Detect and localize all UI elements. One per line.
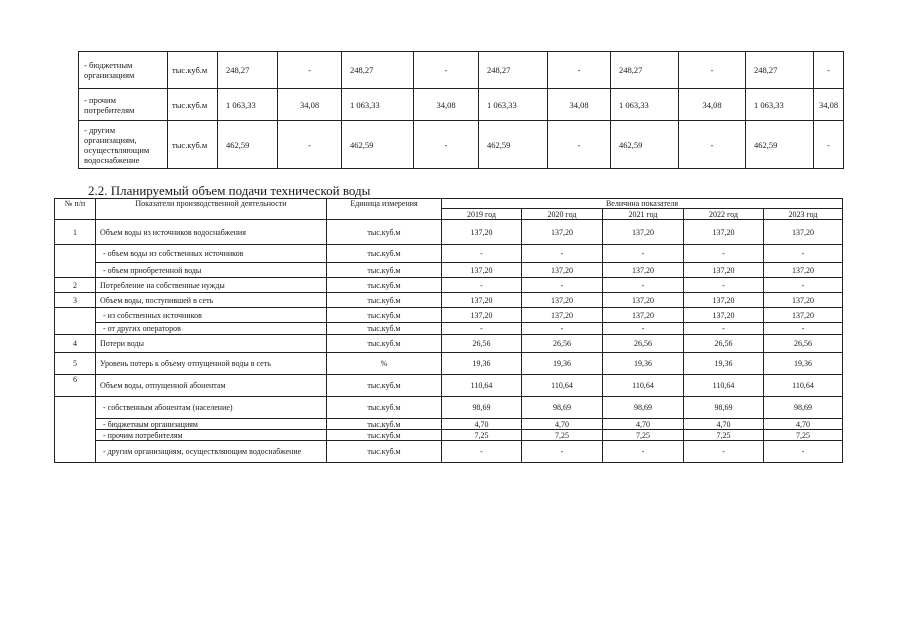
value-cell: - (442, 278, 522, 293)
value-cell: 248,27 (342, 52, 414, 89)
value-cell: - (442, 441, 522, 463)
value-cell: - (278, 121, 342, 169)
value-cell: - (414, 121, 479, 169)
table-row (55, 397, 843, 419)
table-row (55, 353, 843, 375)
table-row (55, 308, 843, 323)
value-cell: 462,59 (479, 121, 548, 169)
value-cell: 34,08 (278, 89, 342, 121)
header-num: № п/п (55, 199, 96, 220)
value-cell: - (522, 441, 603, 463)
indicator-label: - от других операторов (96, 323, 327, 335)
indicator-label: - собственным абонентам (население) (96, 397, 327, 419)
value-cell: 137,20 (603, 308, 684, 323)
table-row (55, 220, 843, 245)
value-cell: 34,08 (814, 89, 844, 121)
value-cell: 19,36 (603, 353, 684, 375)
indicator-label: Объем воды, поступившей в сеть (96, 293, 327, 308)
main-table-body (55, 220, 843, 463)
value-cell: 137,20 (442, 220, 522, 245)
unit-cell: тыс.куб.м (327, 430, 442, 441)
value-cell: 462,59 (218, 121, 278, 169)
value-cell: 26,56 (522, 335, 603, 353)
indicator-label: Потери воды (96, 335, 327, 353)
value-cell: 137,20 (522, 293, 603, 308)
table-row (55, 375, 843, 397)
table-row (55, 245, 843, 263)
value-cell: 34,08 (548, 89, 611, 121)
value-cell: 26,56 (442, 335, 522, 353)
top-continuation-table (78, 51, 844, 169)
indicator-label: - из собственных источников (96, 308, 327, 323)
value-cell: 7,25 (764, 430, 843, 441)
header-unit: Единица измерения (327, 199, 442, 220)
value-cell: - (603, 441, 684, 463)
top-table-row (79, 121, 844, 169)
value-cell: 98,69 (442, 397, 522, 419)
indicator-label: - бюджетным организациям (96, 419, 327, 430)
value-cell: - (442, 323, 522, 335)
value-cell: 248,27 (218, 52, 278, 89)
unit-cell: тыс.куб.м (327, 263, 442, 278)
value-cell: 137,20 (522, 308, 603, 323)
table-row (55, 278, 843, 293)
value-cell: 137,20 (603, 220, 684, 245)
table-row (55, 419, 843, 430)
row-unit: тыс.куб.м (168, 89, 218, 121)
unit-cell: тыс.куб.м (327, 419, 442, 430)
row-number: 5 (55, 353, 96, 375)
value-cell: - (603, 323, 684, 335)
value-cell: 137,20 (442, 293, 522, 308)
value-cell: 19,36 (764, 353, 843, 375)
unit-cell: тыс.куб.м (327, 220, 442, 245)
value-cell: - (442, 245, 522, 263)
value-cell: - (679, 121, 746, 169)
value-cell: 137,20 (522, 220, 603, 245)
indicator-label: Объем воды из источников водоснабжения (96, 220, 327, 245)
header-year: 2020 год (522, 209, 603, 220)
top-table-body (79, 52, 844, 169)
header-year: 2023 год (764, 209, 843, 220)
unit-cell: % (327, 353, 442, 375)
value-cell: 110,64 (684, 375, 764, 397)
row-unit: тыс.куб.м (168, 52, 218, 89)
value-cell: 34,08 (414, 89, 479, 121)
value-cell: - (414, 52, 479, 89)
value-cell: 7,25 (522, 430, 603, 441)
value-cell: 19,36 (522, 353, 603, 375)
header-year: 2021 год (603, 209, 684, 220)
value-cell: 137,20 (603, 263, 684, 278)
value-cell: 137,20 (764, 293, 843, 308)
value-cell: 98,69 (684, 397, 764, 419)
value-cell: 7,25 (442, 430, 522, 441)
row-number (55, 308, 96, 335)
value-cell: 26,56 (603, 335, 684, 353)
top-table-row (79, 89, 844, 121)
unit-cell: тыс.куб.м (327, 245, 442, 263)
row-number: 1 (55, 220, 96, 245)
value-cell: 1 063,33 (611, 89, 679, 121)
value-cell: 137,20 (684, 293, 764, 308)
unit-cell: тыс.куб.м (327, 308, 442, 323)
unit-cell: тыс.куб.м (327, 375, 442, 397)
value-cell: 26,56 (684, 335, 764, 353)
unit-cell: тыс.куб.м (327, 441, 442, 463)
value-cell: 137,20 (684, 263, 764, 278)
value-cell: - (684, 441, 764, 463)
value-cell: 4,70 (603, 419, 684, 430)
table-row (55, 263, 843, 278)
value-cell: 462,59 (611, 121, 679, 169)
value-cell: - (684, 245, 764, 263)
value-cell: 137,20 (764, 308, 843, 323)
value-cell: 26,56 (764, 335, 843, 353)
value-cell: - (684, 323, 764, 335)
value-cell: - (603, 278, 684, 293)
indicator-label: Потребление на собственные нужды (96, 278, 327, 293)
indicator-label: - объем воды из собственных источников (96, 245, 327, 263)
value-cell: 4,70 (522, 419, 603, 430)
value-cell: 7,25 (603, 430, 684, 441)
value-cell: 137,20 (603, 293, 684, 308)
value-cell: 7,25 (684, 430, 764, 441)
row-number (55, 245, 96, 278)
value-cell: 137,20 (442, 308, 522, 323)
header-indicator: Показатели производственной деятельности (96, 199, 327, 220)
value-cell: 4,70 (442, 419, 522, 430)
header-year: 2022 год (684, 209, 764, 220)
value-cell: 34,08 (679, 89, 746, 121)
value-cell: - (522, 323, 603, 335)
value-cell: 462,59 (342, 121, 414, 169)
row-number: 4 (55, 335, 96, 353)
table-row (55, 430, 843, 441)
value-cell: - (764, 245, 843, 263)
row-number (55, 397, 96, 463)
value-cell: 137,20 (764, 220, 843, 245)
value-cell: 110,64 (522, 375, 603, 397)
value-cell: - (603, 245, 684, 263)
value-cell: 137,20 (522, 263, 603, 278)
indicator-label: Объем воды, отпущенной абонентам (96, 375, 327, 397)
value-cell: 462,59 (746, 121, 814, 169)
section-title: 2.2. Планируемый объем подачи технической воды (88, 183, 371, 198)
value-cell: - (764, 323, 843, 335)
unit-cell: тыс.куб.м (327, 278, 442, 293)
value-cell: - (522, 278, 603, 293)
value-cell: - (814, 52, 844, 89)
value-cell: 248,27 (746, 52, 814, 89)
value-cell: 19,36 (442, 353, 522, 375)
value-cell: - (814, 121, 844, 169)
value-cell: 137,20 (684, 220, 764, 245)
value-cell: 110,64 (442, 375, 522, 397)
row-label: - другим организациям, осуществляющим водоснабжение (79, 121, 168, 169)
value-cell: 4,70 (764, 419, 843, 430)
row-number: 3 (55, 293, 96, 308)
value-cell: 1 063,33 (342, 89, 414, 121)
value-cell: - (278, 52, 342, 89)
value-cell: 19,36 (684, 353, 764, 375)
value-cell: - (548, 121, 611, 169)
value-cell: 137,20 (684, 308, 764, 323)
value-cell: 137,20 (442, 263, 522, 278)
value-cell: 137,20 (764, 263, 843, 278)
unit-cell: тыс.куб.м (327, 323, 442, 335)
row-label: - бюджетным организациям (79, 52, 168, 89)
value-cell: 98,69 (522, 397, 603, 419)
technical-water-table (54, 198, 843, 463)
top-table-row (79, 52, 844, 89)
value-cell: - (764, 278, 843, 293)
table-row (55, 335, 843, 353)
value-cell: - (764, 441, 843, 463)
header-value-group: Величина показателя (442, 199, 843, 209)
value-cell: - (679, 52, 746, 89)
indicator-label: Уровень потерь к объему отпущенной воды в сеть (96, 353, 327, 375)
row-unit: тыс.куб.м (168, 121, 218, 169)
unit-cell: тыс.куб.м (327, 397, 442, 419)
value-cell: 98,69 (603, 397, 684, 419)
value-cell: - (684, 278, 764, 293)
unit-cell: тыс.куб.м (327, 335, 442, 353)
indicator-label: - прочим потребителям (96, 430, 327, 441)
row-number: 2 (55, 278, 96, 293)
row-number: 6 (55, 375, 96, 397)
value-cell: 98,69 (764, 397, 843, 419)
value-cell: 1 063,33 (479, 89, 548, 121)
indicator-label: - объем приобретенной воды (96, 263, 327, 278)
value-cell: - (548, 52, 611, 89)
value-cell: 110,64 (764, 375, 843, 397)
table-row (55, 323, 843, 335)
value-cell: 110,64 (603, 375, 684, 397)
table-row (55, 293, 843, 308)
value-cell: 4,70 (684, 419, 764, 430)
row-label: - прочим потребителям (79, 89, 168, 121)
value-cell: 1 063,33 (218, 89, 278, 121)
value-cell: - (522, 245, 603, 263)
value-cell: 1 063,33 (746, 89, 814, 121)
unit-cell: тыс.куб.м (327, 293, 442, 308)
table-row (55, 441, 843, 463)
value-cell: 248,27 (611, 52, 679, 89)
indicator-label: - другим организациям, осуществляющим водоснабжение (96, 441, 327, 463)
value-cell: 248,27 (479, 52, 548, 89)
header-year: 2019 год (442, 209, 522, 220)
